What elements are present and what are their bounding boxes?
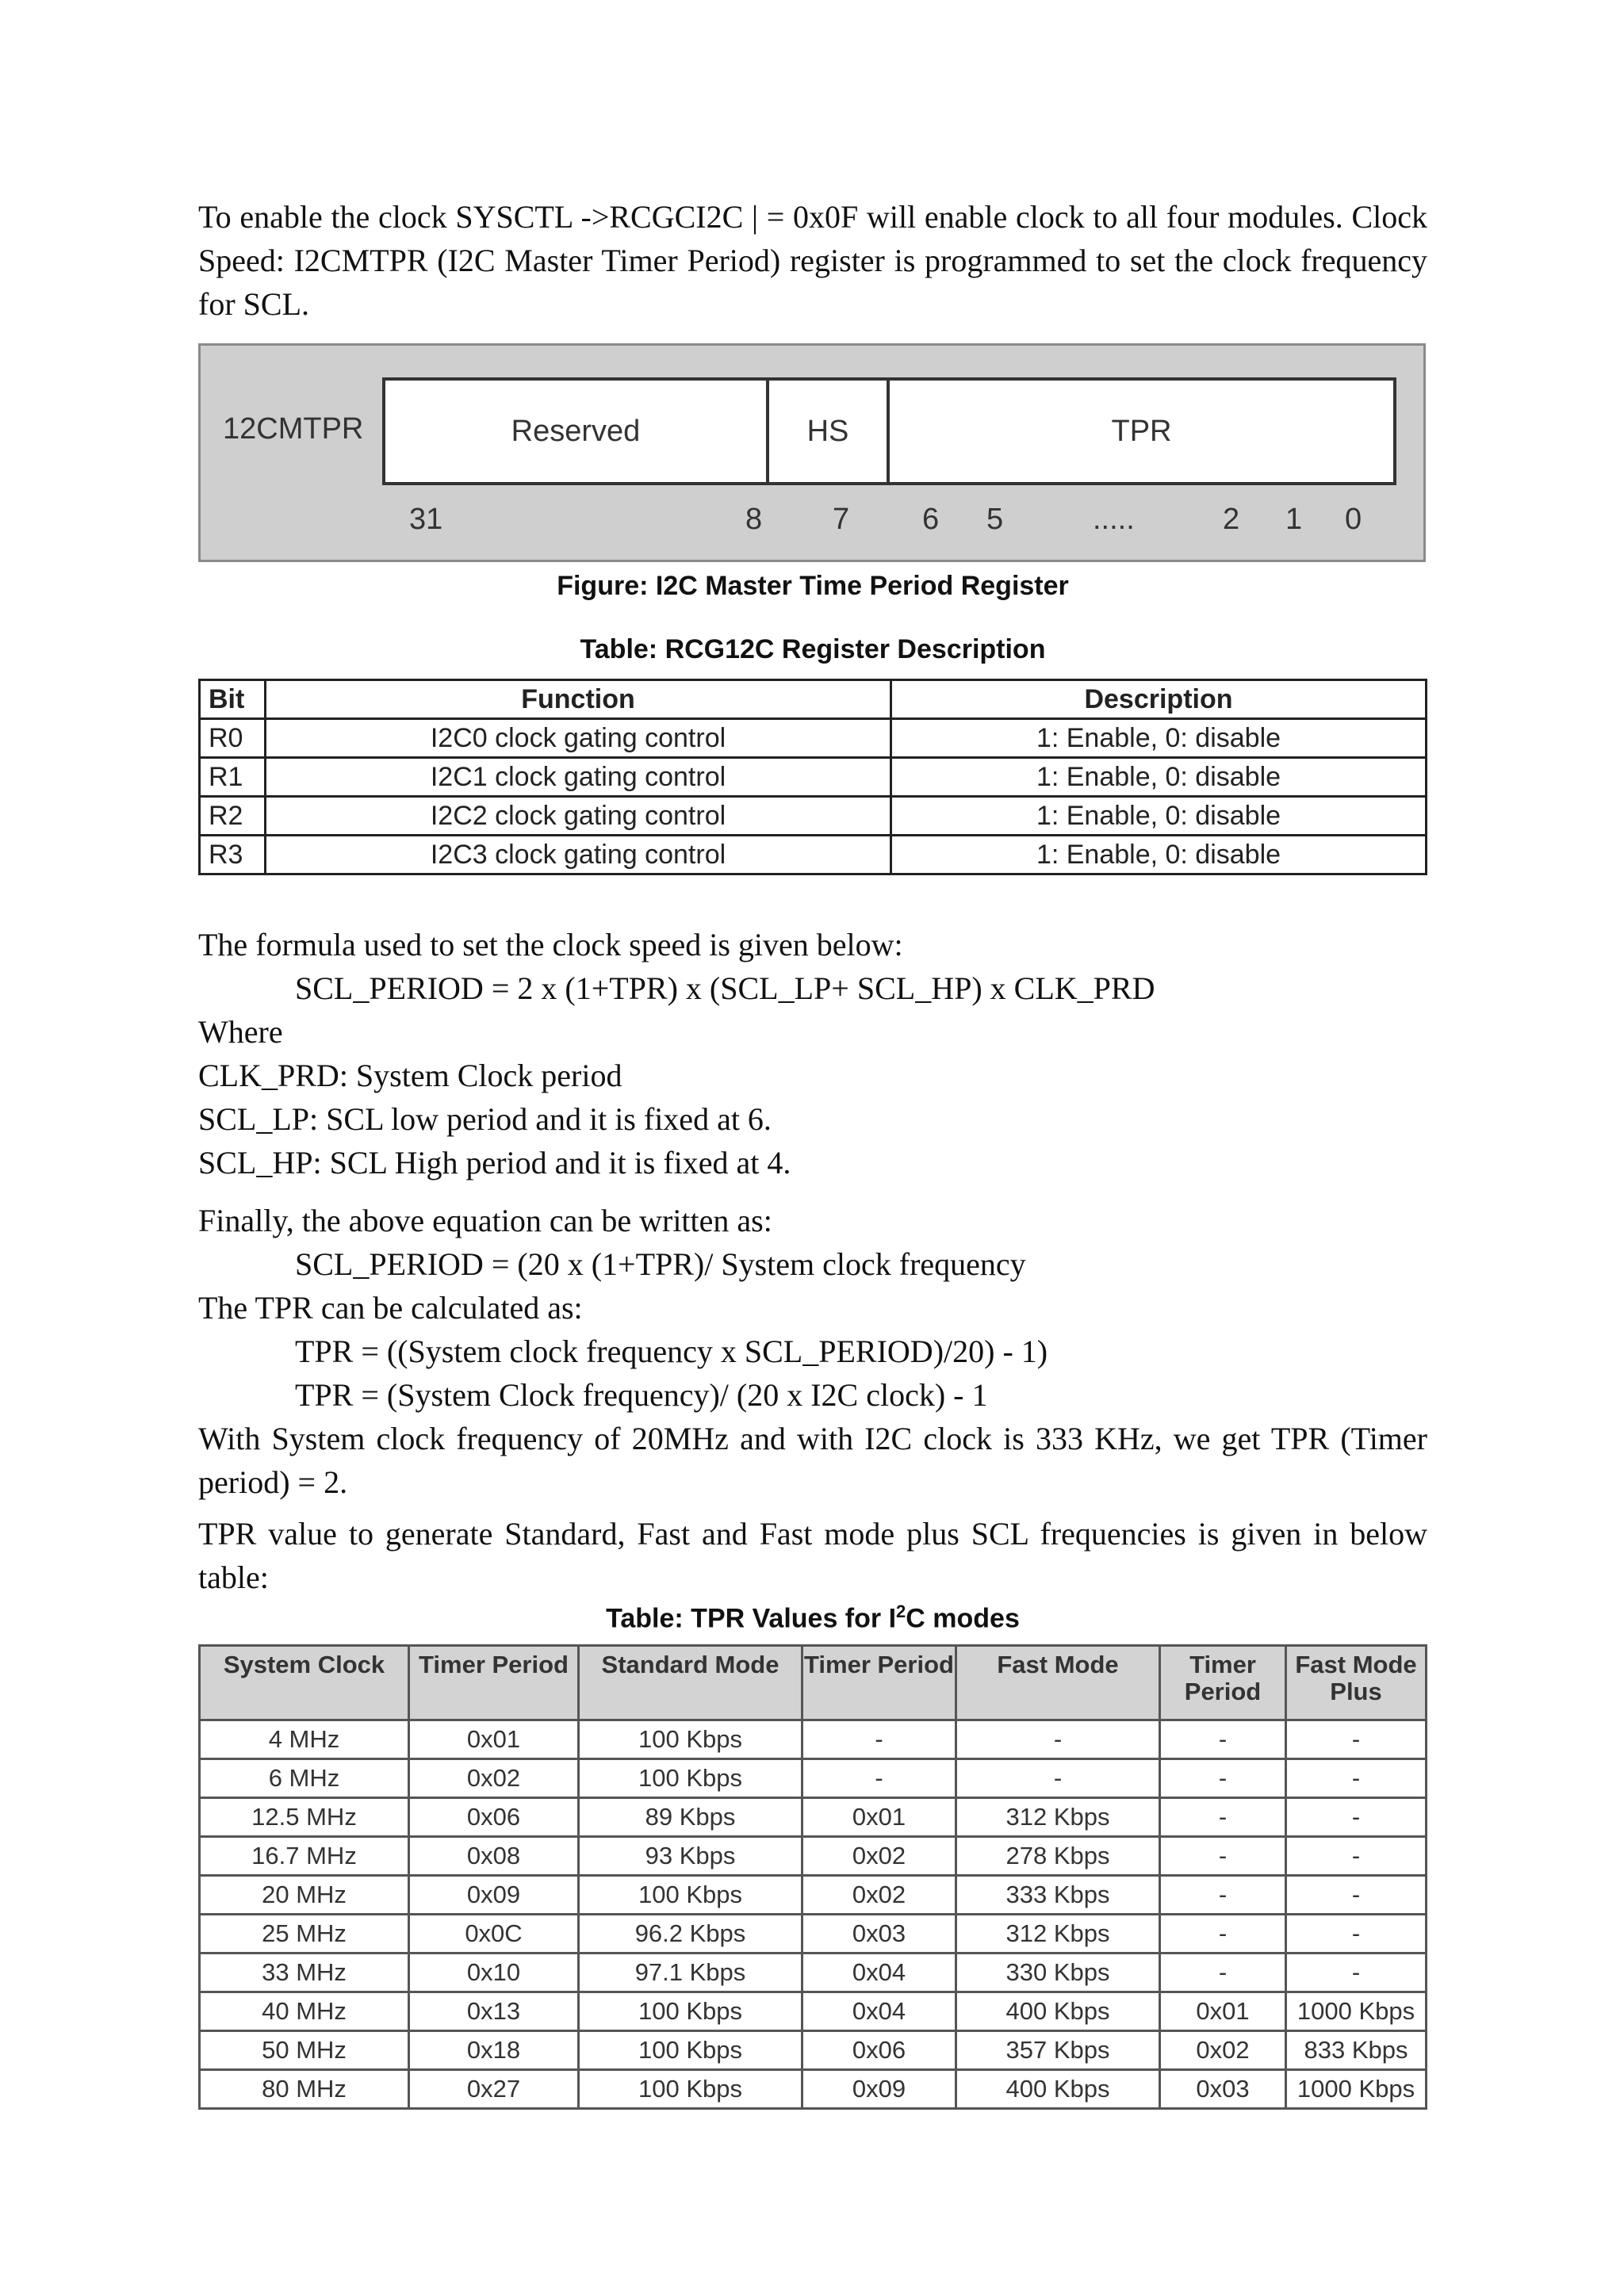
formula-intro: The formula used to set the clock speed is given below:	[198, 927, 903, 962]
table-cell: -	[1286, 1798, 1427, 1837]
table-row	[200, 758, 1427, 797]
table-row	[200, 836, 1427, 874]
tpr-equation-2: TPR = (System Clock frequency)/ (20 x I2C clock) - 1	[295, 1377, 988, 1413]
bit-label: .....	[1093, 503, 1135, 536]
column-header: Standard Mode	[579, 1646, 802, 1720]
column-header: Timer Period	[1160, 1646, 1286, 1720]
table-cell: 0x09	[409, 1876, 579, 1915]
table-cell: 357 Kbps	[956, 2031, 1160, 2070]
intro-paragraph: To enable the clock SYSCTL ->RCGCI2C | = 0x0F will enable clock to all four modules. Clock Speed: I2CMTPR (I2C Master Timer Period) register is programmed to set the clock frequency for SCL.	[198, 199, 1427, 322]
table-header-row	[200, 1646, 1427, 1720]
table-cell: -	[1160, 1876, 1286, 1915]
table-row	[200, 1876, 1427, 1915]
column-header: Bit	[200, 680, 266, 719]
table-cell: 100 Kbps	[579, 1992, 802, 2031]
table-cell: -	[1160, 1915, 1286, 1954]
table-cell: 6 MHz	[200, 1759, 409, 1798]
column-header: Timer Period	[802, 1646, 956, 1720]
table-cell: 0x10	[409, 1954, 579, 1992]
table-cell: 1: Enable, 0: disable	[891, 797, 1427, 836]
table-cell: 1: Enable, 0: disable	[891, 836, 1427, 874]
table-cell: -	[1286, 1759, 1427, 1798]
table-row	[200, 1798, 1427, 1837]
table-cell: 1: Enable, 0: disable	[891, 719, 1427, 758]
table-cell: -	[1160, 1837, 1286, 1876]
table-cell: -	[1286, 1915, 1427, 1954]
table-row	[200, 2070, 1427, 2109]
bit-label: 31	[409, 503, 443, 536]
bit-label: 6	[922, 503, 940, 536]
definition-clk-prd: CLK_PRD: System Clock period	[198, 1058, 622, 1093]
table-row	[200, 1720, 1427, 1759]
bit-label: 7	[833, 503, 850, 536]
table-cell: 0x04	[802, 1954, 956, 1992]
table-cell: 312 Kbps	[956, 1915, 1160, 1954]
table-cell: R1	[200, 758, 266, 797]
table-cell: 100 Kbps	[579, 2031, 802, 2070]
table-row	[200, 1915, 1427, 1954]
table-cell: -	[956, 1720, 1160, 1759]
formula-where: Where	[198, 1014, 283, 1050]
table-cell: 0x09	[802, 2070, 956, 2109]
rcg-table-caption: Table: RCG12C Register Description	[580, 634, 1046, 664]
table-cell: 20 MHz	[200, 1876, 409, 1915]
bit-label: 5	[986, 503, 1004, 536]
field-tpr: TPR	[887, 377, 1396, 485]
table-cell: 0x18	[409, 2031, 579, 2070]
caption-superscript: 2	[896, 1601, 906, 1621]
table-cell: 0x02	[802, 1876, 956, 1915]
table-cell: -	[1160, 1954, 1286, 1992]
table-row	[200, 1759, 1427, 1798]
table-cell: 278 Kbps	[956, 1837, 1160, 1876]
table-cell: 80 MHz	[200, 2070, 409, 2109]
bit-label: 2	[1223, 503, 1240, 536]
field-hs: HS	[766, 377, 890, 485]
table-row	[200, 2031, 1427, 2070]
table-cell: 400 Kbps	[956, 2070, 1160, 2109]
table-cell: 333 Kbps	[956, 1876, 1160, 1915]
table-cell: 33 MHz	[200, 1954, 409, 1992]
table-cell: -	[1160, 1720, 1286, 1759]
tpr-intro: The TPR can be calculated as:	[198, 1290, 583, 1326]
formula-equation: SCL_PERIOD = 2 x (1+TPR) x (SCL_LP+ SCL_HP) x CLK_PRD	[295, 970, 1155, 1006]
table-cell: 40 MHz	[200, 1992, 409, 2031]
column-header: Timer Period	[409, 1646, 579, 1720]
table-cell: 89 Kbps	[579, 1798, 802, 1837]
table-cell: -	[1160, 1759, 1286, 1798]
table-cell: 100 Kbps	[579, 1759, 802, 1798]
table-cell: I2C1 clock gating control	[266, 758, 891, 797]
table-cell: 100 Kbps	[579, 1876, 802, 1915]
figure-caption: Figure: I2C Master Time Period Register	[557, 571, 1069, 601]
definition-scl-lp: SCL_LP: SCL low period and it is fixed at 6.	[198, 1101, 772, 1137]
example-paragraph: With System clock frequency of 20MHz and with I2C clock is 333 KHz, we get TPR (Timer period) = 2.	[198, 1421, 1427, 1500]
column-header: Fast Mode	[956, 1646, 1160, 1720]
tpr-table	[198, 1644, 1427, 2110]
tpr-table-body	[200, 1720, 1427, 2109]
table-cell: 330 Kbps	[956, 1954, 1160, 1992]
table-row	[200, 797, 1427, 836]
caption-text: Table: TPR Values for I	[606, 1603, 897, 1634]
table-cell: 93 Kbps	[579, 1837, 802, 1876]
definition-scl-hp: SCL_HP: SCL High period and it is fixed at 4.	[198, 1145, 791, 1181]
column-header: Fast Mode Plus	[1286, 1646, 1427, 1720]
column-header: Description	[891, 680, 1427, 719]
table-cell: -	[1286, 1837, 1427, 1876]
table-cell: 4 MHz	[200, 1720, 409, 1759]
table-cell: 25 MHz	[200, 1915, 409, 1954]
table-cell: R2	[200, 797, 266, 836]
register-figure	[198, 343, 1426, 562]
rcg-table	[198, 679, 1427, 875]
table-cell: -	[1160, 1798, 1286, 1837]
table-cell: 0x01	[802, 1798, 956, 1837]
table-row	[200, 1954, 1427, 1992]
tpr-equation-1: TPR = ((System clock frequency x SCL_PERIOD)/20) - 1)	[295, 1334, 1048, 1369]
table-cell: 0x06	[802, 2031, 956, 2070]
table-cell: 100 Kbps	[579, 1720, 802, 1759]
table-cell: -	[1286, 1876, 1427, 1915]
table-cell: R0	[200, 719, 266, 758]
table-cell: I2C2 clock gating control	[266, 797, 891, 836]
table-cell: 97.1 Kbps	[579, 1954, 802, 1992]
column-header: Function	[266, 680, 891, 719]
table-cell: -	[802, 1720, 956, 1759]
table-cell: 1: Enable, 0: disable	[891, 758, 1427, 797]
table-cell: -	[1286, 1954, 1427, 1992]
table-cell: 12.5 MHz	[200, 1798, 409, 1837]
table-header-row	[200, 680, 1427, 719]
table-cell: 0x01	[1160, 1992, 1286, 2031]
table-cell: 0x27	[409, 2070, 579, 2109]
table-cell: 0x01	[409, 1720, 579, 1759]
table-cell: 400 Kbps	[956, 1992, 1160, 2031]
table-cell: 0x0C	[409, 1915, 579, 1954]
final-intro: Finally, the above equation can be written as:	[198, 1203, 772, 1238]
table-cell: I2C0 clock gating control	[266, 719, 891, 758]
table-row	[200, 1837, 1427, 1876]
bit-label: 0	[1345, 503, 1362, 536]
caption-text: C modes	[906, 1603, 1020, 1634]
register-name: 12CMTPR	[223, 412, 364, 446]
table-cell: 0x02	[409, 1759, 579, 1798]
final-equation: SCL_PERIOD = (20 x (1+TPR)/ System clock frequency	[295, 1246, 1026, 1282]
table-cell: -	[1286, 1720, 1427, 1759]
field-reserved: Reserved	[382, 377, 769, 485]
table-row	[200, 719, 1427, 758]
table-row	[200, 1992, 1427, 2031]
table-cell: 50 MHz	[200, 2031, 409, 2070]
bit-label: 1	[1285, 503, 1303, 536]
table-cell: 0x02	[1160, 2031, 1286, 2070]
table-cell: 0x04	[802, 1992, 956, 2031]
table-cell: 0x08	[409, 1837, 579, 1876]
table-cell: 1000 Kbps	[1286, 2070, 1427, 2109]
table-cell: 312 Kbps	[956, 1798, 1160, 1837]
table-cell: 0x02	[802, 1837, 956, 1876]
table-cell: 100 Kbps	[579, 2070, 802, 2109]
bit-label: 8	[745, 503, 763, 536]
table-cell: 833 Kbps	[1286, 2031, 1427, 2070]
tpr-table-caption	[198, 1601, 1427, 1634]
table-cell: 0x13	[409, 1992, 579, 2031]
table-cell: 0x03	[802, 1915, 956, 1954]
table-cell: -	[956, 1759, 1160, 1798]
table-cell: 0x03	[1160, 2070, 1286, 2109]
table-cell: R3	[200, 836, 266, 874]
table-intro-paragraph: TPR value to generate Standard, Fast and Fast mode plus SCL frequencies is given in below table:	[198, 1516, 1427, 1595]
table-cell: 16.7 MHz	[200, 1837, 409, 1876]
column-header: System Clock	[200, 1646, 409, 1720]
table-cell: 96.2 Kbps	[579, 1915, 802, 1954]
table-cell: -	[802, 1759, 956, 1798]
table-cell: 1000 Kbps	[1286, 1992, 1427, 2031]
table-cell: 0x06	[409, 1798, 579, 1837]
table-cell: I2C3 clock gating control	[266, 836, 891, 874]
